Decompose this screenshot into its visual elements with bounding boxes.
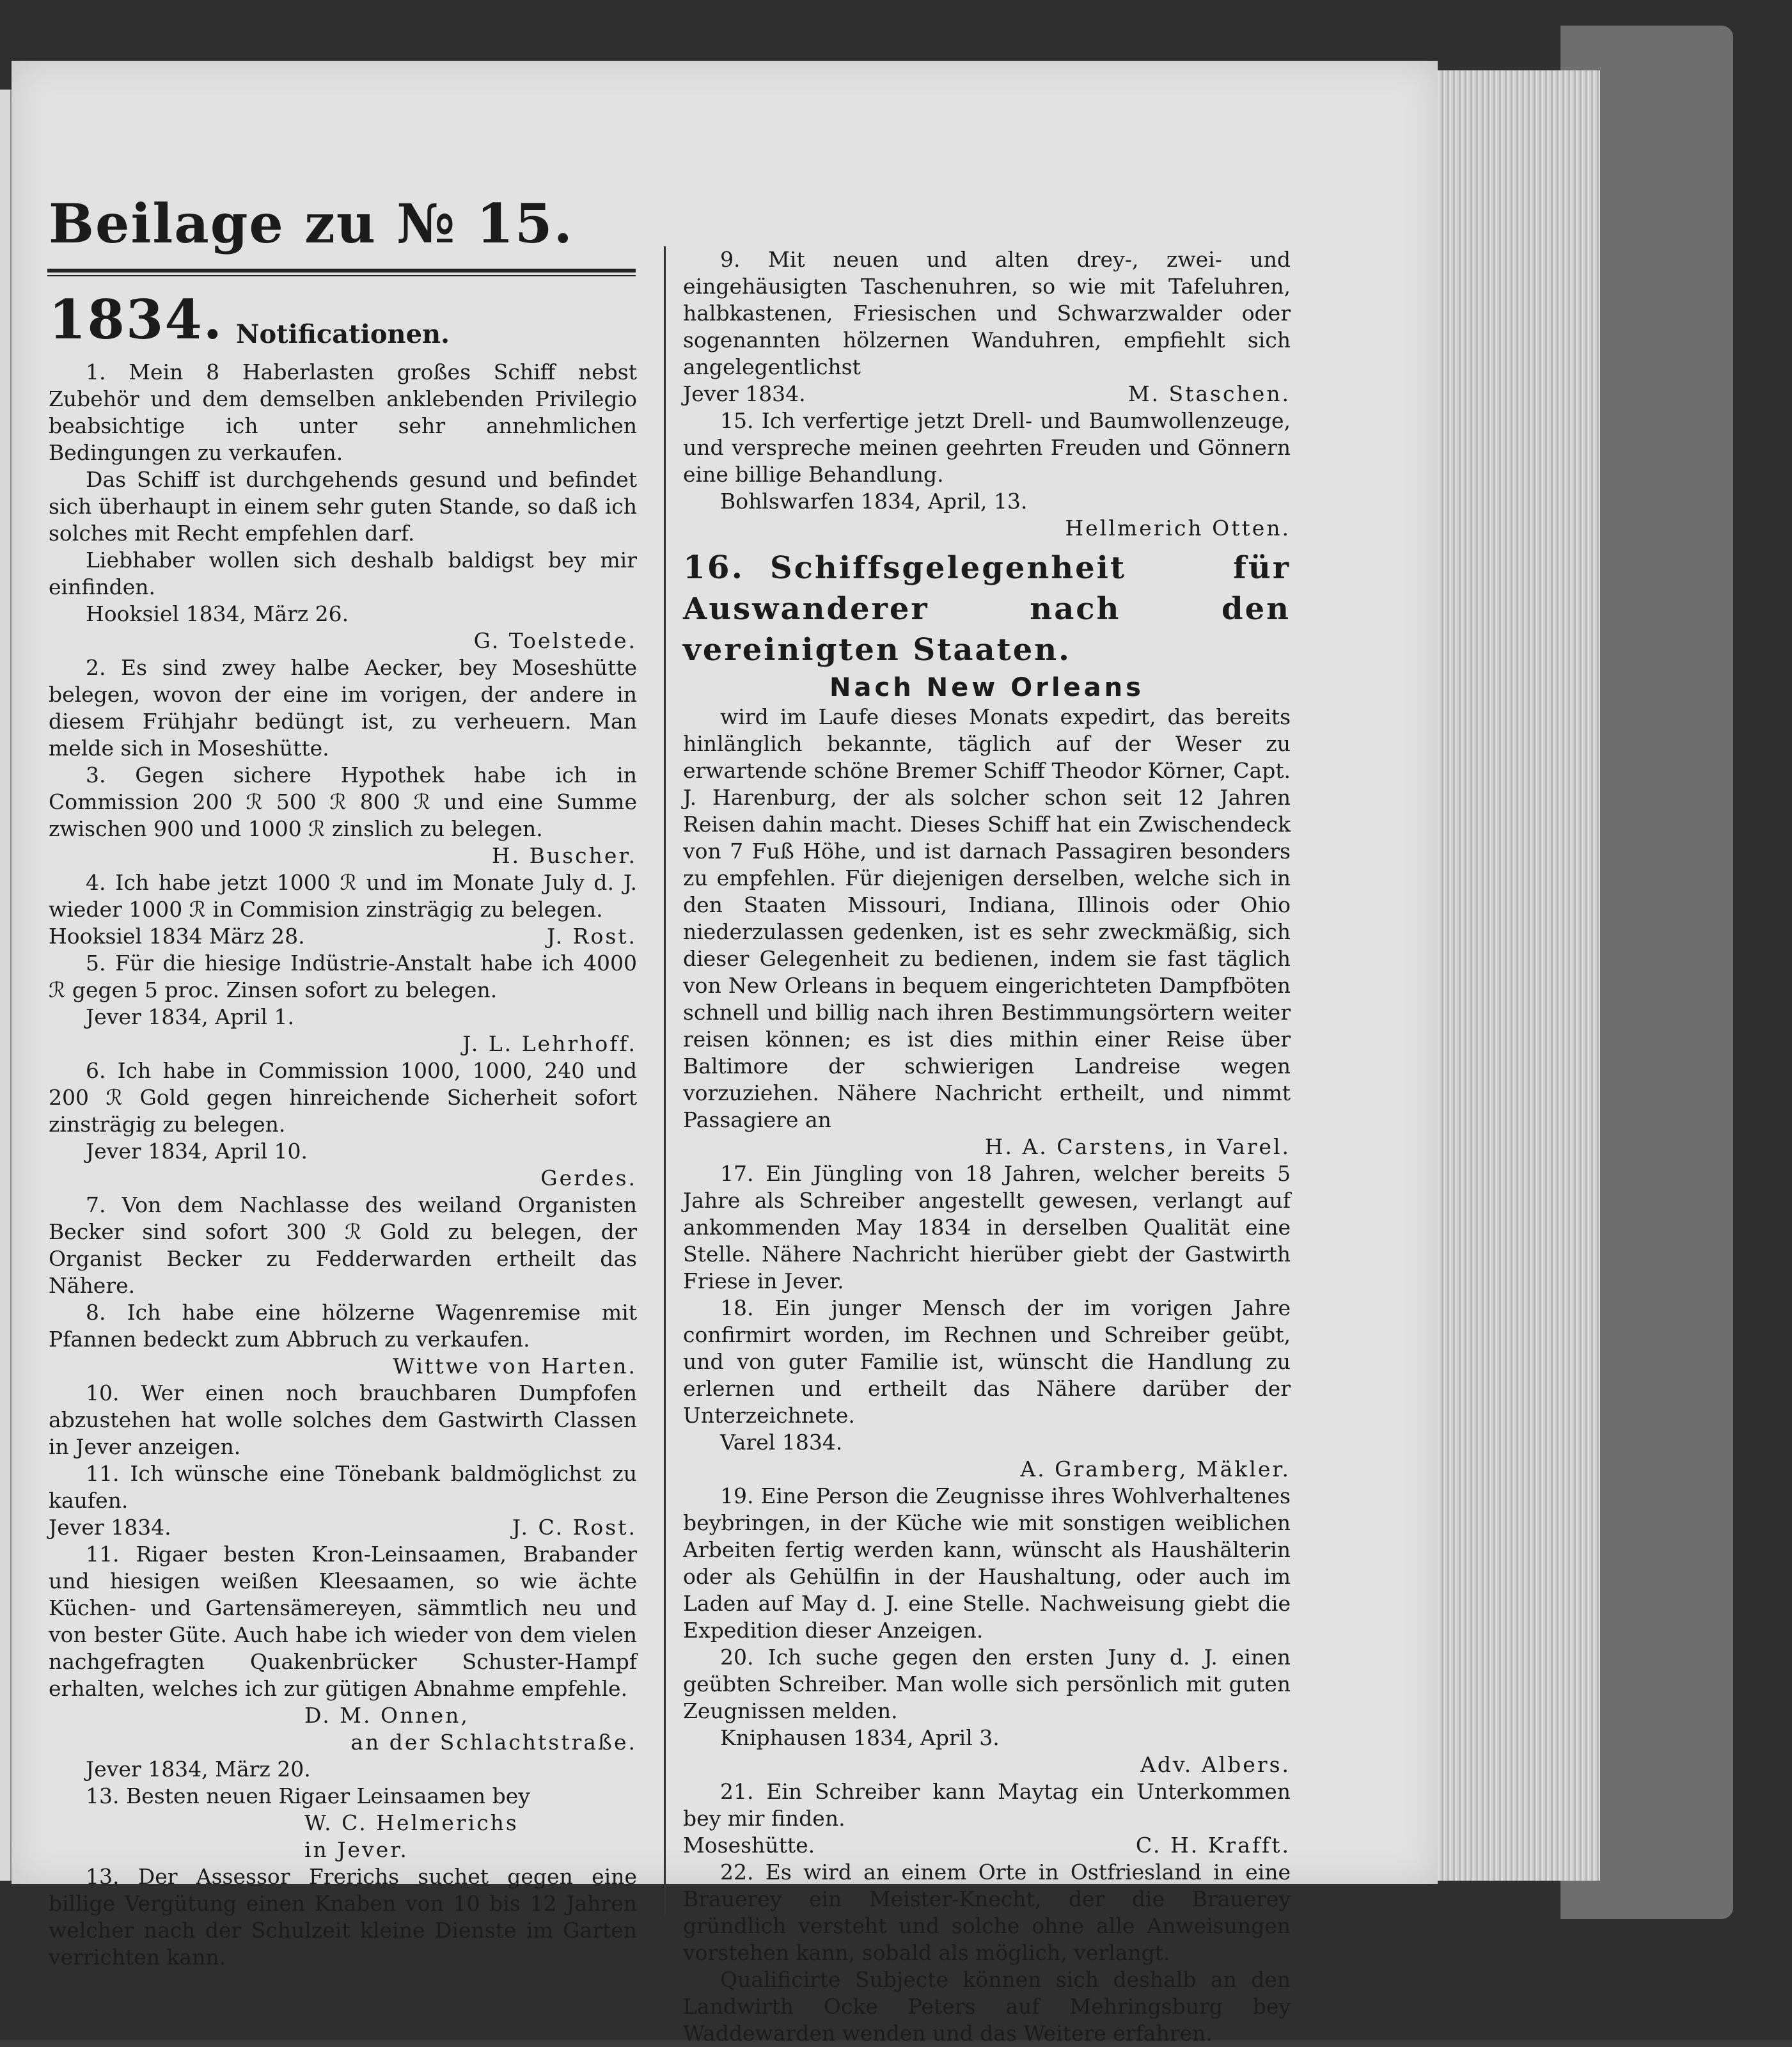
notice-text: 15. Ich verfertige jetzt Drell- und Baumwollenzeuge, und verspreche meinen geehrten Freuden und Gönnern eine billige Behandlung. [683, 408, 1291, 487]
notice-text: 8. Ich habe eine hölzerne Wagenremise mit Pfannen bedeckt zum Abbruch zu verkaufen. [49, 1300, 637, 1352]
notice-text: Liebhaber wollen sich deshalb baldigst bey mir einfinden. [49, 548, 637, 599]
notice-text: 5. Für die hiesige Indüstrie-Anstalt habe ich 4000 ℛ gegen 5 proc. Zinsen sofort zu belegen. [49, 951, 637, 1002]
notice-text: 13. Besten neuen Rigaer Leinsaamen bey [86, 1783, 530, 1808]
section-heading: Notificationen. [235, 319, 450, 349]
notice-text: wird im Laufe dieses Monats expedirt, das bereits hinlänglich bekannte, täglich auf der Weser zu erwartende schöne Bremer Schiff Theodor Körner, Capt. J. Harenburg, der als solcher schon seit 12 Jahren Reisen dahin macht. Dieses Schiff hat ein Zwischendeck von 7 Fuß Höhe, und ist darnach Passagiren besonders zu empfehlen. Für diejenigen derselben, welche sich in den Staaten Missouri, Indiana, Illinois oder Ohio niederzulassen gedenken, ist es sehr zweckmäßig, sich dieser Gelegenheit zu bedienen, indem sie fast täglich von New Orleans in bequem eingerichteten Dampfböten schnell und billig nach ihren Bestimmungsörtern weiter reisen können; es ist dies mithin einer Reise über Baltimore der schwierigen Landreise wegen vorzuziehen. Nähere Nachricht ertheilt, und nimmt Passagiere an [683, 704, 1291, 1132]
column-divider [664, 246, 666, 1916]
notice-number: 16. [683, 548, 744, 586]
signature: Gerdes. [540, 1166, 637, 1190]
newspaper-page [12, 61, 1438, 2046]
place-date: Jever 1834, März 20. [86, 1757, 311, 1782]
facing-page-edge [0, 90, 12, 1881]
notice-text: 4. Ich habe jetzt 1000 ℛ und im Monate July d. J. wieder 1000 ℛ in Commision zinsträgig zu belegen. [49, 870, 637, 922]
place-date: Hooksiel 1834, März 26. [86, 601, 349, 626]
place-date: Varel 1834. [720, 1430, 843, 1455]
notice-text: 9. Mit neuen und alten drey-, zwei- und eingehäusigten Taschenuhren, so wie mit Tafeluhren, halbkastenen, Friesischen und Schwarzwalder oder sogenannten hölzernen Wanduhren, empfiehlt sich angelegentlichst [683, 247, 1291, 379]
right-column [683, 246, 1291, 2047]
place-date: Bohlswarfen 1834, April, 13. [720, 489, 1028, 514]
notice-text: 21. Ein Schreiber kann Maytag ein Unterkommen bey mir finden. [683, 1779, 1291, 1831]
notice-text: 22. Es wird an einem Orte in Ostfriesland in eine Brauerey ein Meister-Knecht, der die Brauerey gründlich versteht und solche ohne alle Anweisungen vorstehen kann, sobald als möglich, verlangt. [683, 1860, 1291, 1965]
place-date: Jever 1834, April 10. [86, 1139, 308, 1164]
signature: G. Toelstede. [473, 628, 637, 653]
signature: H. Buscher. [491, 843, 637, 868]
place-date: Jever 1834, April 1. [86, 1004, 294, 1029]
notice-text: 11. Rigaer besten Kron-Leinsaamen, Brabander und hiesigen weißen Kleesaamen, so wie ächte Küchen- und Gartensämereyen, sämmtlich neu und von bester Güte. Auch habe ich wieder von dem vielen nachgefragten Quakenbrücker Schuster-Hampf erhalten, welches ich zur gütigen Abnahme empfehle. [49, 1542, 637, 1701]
signature: C. H. Krafft. [1135, 1833, 1291, 1858]
signature: Adv. Albers. [1140, 1752, 1291, 1777]
notice-text: 13. Der Assessor Frerichs suchet gegen eine billige Vergütung einen Knaben von 10 bis 12 Jahren welcher nach der Schulzeit kleine Dienste im Garten verrichten kann. [49, 1864, 637, 1970]
notice-text: 1. Mein 8 Haberlasten großes Schiff nebst Zubehör und dem demselben anklebenden Privilegio beabsichtige ich unter sehr annehmlichen Bedingungen zu verkaufen. [49, 360, 637, 465]
signature: M. Staschen. [1128, 381, 1291, 406]
signature: an der Schlachtstraße. [350, 1730, 637, 1755]
notice-text: Qualificirte Subjecte können sich deshalb an den Landwirth Ocke Peters auf Mehringsburg bey Waddewarden wenden und das Weitere erfahren. [683, 1967, 1291, 2046]
place-date: Jever 1834. [49, 1515, 171, 1540]
book-page-edges [1433, 70, 1600, 1881]
notice-text: 20. Ich suche gegen den ersten Juny d. J. einen geübten Schreiber. Man wolle sich persönlich mit guten Zeugnissen melden. [683, 1645, 1291, 1723]
signature: J. C. Rost. [512, 1515, 637, 1540]
left-column [49, 317, 637, 1971]
signature: W. C. Helmerichs [304, 1810, 519, 1835]
notice-subheading: Nach New Orleans [829, 673, 1144, 702]
signature: H. A. Carstens, in Varel. [984, 1134, 1291, 1159]
signature: A. Gramberg, Mäkler. [1020, 1457, 1291, 1482]
notice-text: 7. Von dem Nachlasse des weiland Organisten Becker sind sofort 300 ℛ Gold zu belegen, der Organist Becker zu Fedderwarden ertheilt das Nähere. [49, 1192, 637, 1298]
notice-heading-text: Schiffsgelegenheit für Auswanderer nach den vereinigten Staaten. [683, 550, 1291, 668]
notice-text: 10. Wer einen noch brauchbaren Dumpfofen abzustehen hat wolle solches dem Gastwirth Classen in Jever anzeigen. [49, 1380, 637, 1459]
place-signature-row [683, 1832, 1291, 1859]
notice-text: 3. Gegen sichere Hypothek habe ich in Commission 200 ℛ 500 ℛ 800 ℛ und eine Summe zwischen 900 und 1000 ℛ zinslich zu belegen. [49, 763, 637, 841]
place-signature-row [683, 381, 1291, 407]
signature: Wittwe von Harten. [393, 1354, 637, 1379]
title-rule [47, 269, 636, 276]
place-date: Kniphausen 1834, April 3. [720, 1725, 1000, 1750]
page-title: Beilage zu № 15. 1834. [49, 192, 574, 351]
place-date: Jever 1834. [683, 381, 806, 406]
notice-text: 18. Ein junger Mensch der im vorigen Jahre confirmirt worden, im Rechnen und Schreiber geübt, und von guter Familie ist, wünscht die Handlung zu erlernen und ertheilt das Nähere darüber der Unterzeichnete. [683, 1295, 1291, 1428]
place-date: Moseshütte. [683, 1833, 815, 1858]
signature: J. Rost. [546, 924, 637, 949]
signature: J. L. Lehrhoff. [462, 1031, 637, 1056]
place-signature-row [49, 923, 637, 950]
signature: D. M. Onnen, [304, 1703, 469, 1728]
place-signature-row [49, 1514, 637, 1541]
notice-text: 2. Es sind zwey halbe Aecker, bey Moseshütte belegen, wovon der eine im vorigen, der andere in diesem Frühjahr bedüngt ist, zu verheuern. Man melde sich in Moseshütte. [49, 655, 637, 761]
signature: in Jever. [304, 1837, 409, 1862]
notice-text: 6. Ich habe in Commission 1000, 1000, 240 und 200 ℛ Gold gegen hinreichende Sicherheit sofort zinsträgig zu belegen. [49, 1058, 637, 1137]
notice-heading [683, 547, 1291, 670]
notice-text: Das Schiff ist durchgehends gesund und befindet sich überhaupt in einem sehr guten Stande, so daß ich solches mit Recht empfehlen darf. [49, 467, 637, 546]
notice-text: 11. Ich wünsche eine Tönebank baldmöglichst zu kaufen. [49, 1461, 637, 1513]
notice-text: 19. Eine Person die Zeugnisse ihres Wohlverhaltenes beybringen, in der Küche wie mit sonstigen weiblichen Arbeiten fertig werden kann, wünscht als Haushälterin oder als Gehülfin in der Haushaltung, oder auch im Laden auf May d. J. eine Stelle. Nachweisung giebt die Expedition dieser Anzeigen. [683, 1483, 1291, 1643]
signature: Hellmerich Otten. [1065, 516, 1291, 541]
place-date: Hooksiel 1834 März 28. [49, 924, 305, 949]
notice-text: 17. Ein Jüngling von 18 Jahren, welcher bereits 5 Jahre als Schreiber angestellt gewesen, verlangt auf ankommenden May 1834 in derselben Qualität eine Stelle. Nähere Nachricht hierüber giebt der Gastwirth Friese in Jever. [683, 1161, 1291, 1293]
